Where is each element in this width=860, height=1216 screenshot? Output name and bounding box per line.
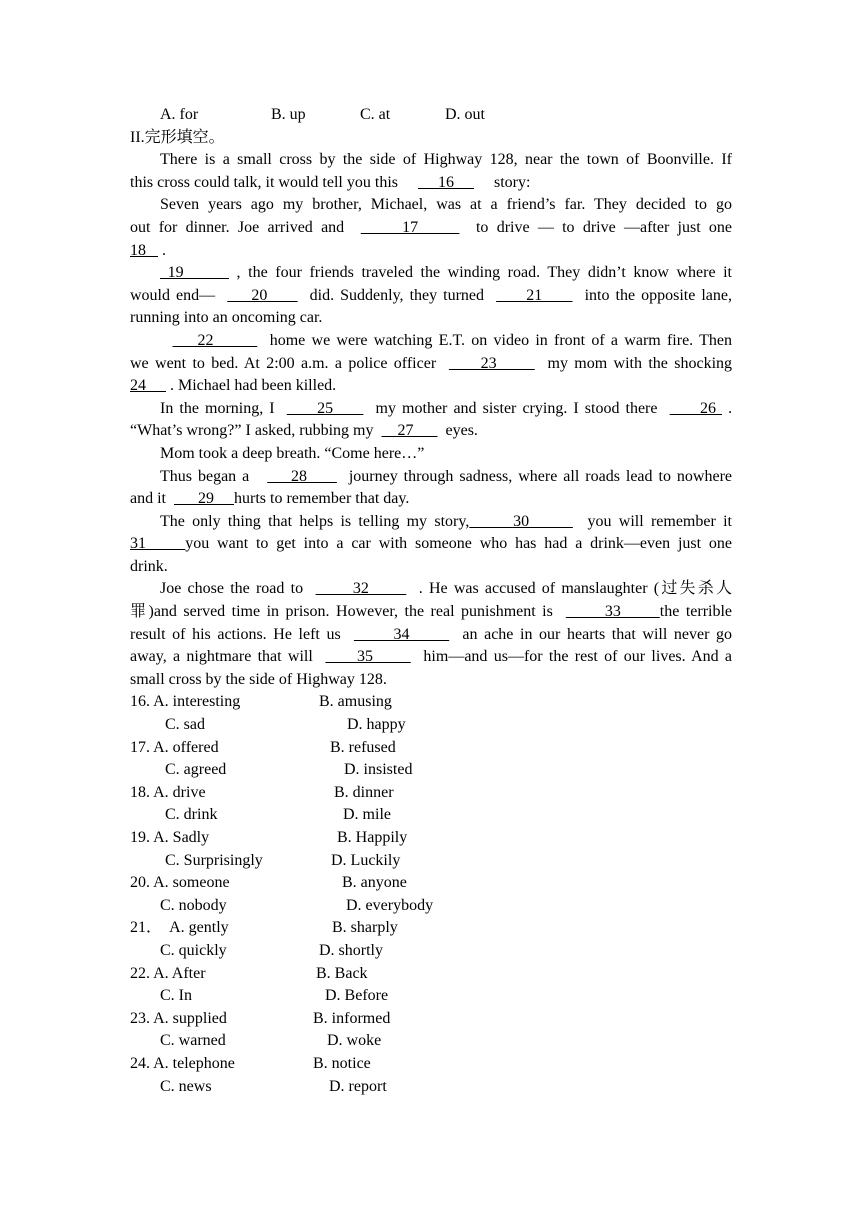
question-23 xyxy=(130,1008,732,1031)
blank-19: 19 xyxy=(160,264,229,282)
option-d: D. shortly xyxy=(319,941,383,959)
question-23-cd xyxy=(130,1030,732,1053)
blank-26: 26 xyxy=(669,399,723,417)
section-title: II.完形填空。 xyxy=(130,128,225,146)
passage-line: we went to bed. At 2:00 a.m. a police officer 23 my mom with the shocking xyxy=(130,354,733,372)
passage-line: 24 . Michael had been killed. xyxy=(130,377,337,395)
option-c: C. quickly xyxy=(160,941,227,959)
question-18-cd xyxy=(130,804,732,827)
passage-line: small cross by the side of Highway 128. xyxy=(130,670,387,688)
option-d: D. report xyxy=(329,1077,387,1095)
option-b: B. amusing xyxy=(319,693,392,711)
option-a: A. for xyxy=(160,106,199,123)
blank-21: 21 xyxy=(496,286,573,304)
option-a: 20. A. someone xyxy=(130,874,230,892)
question-19 xyxy=(130,827,732,850)
passage-line: 22 home we were watching E.T. on video in front of a warm fire. Then xyxy=(172,331,733,349)
passage-line: Thus began a 28 journey through sadness, where all roads lead to nowhere xyxy=(160,467,733,485)
option-d: D. out xyxy=(445,106,485,123)
question-24-cd xyxy=(130,1076,732,1099)
option-a: 16. A. interesting xyxy=(130,693,241,711)
passage-line: 罪)and served time in prison. However, the real punishment is 33 the terrible xyxy=(130,603,733,621)
option-a: 17. A. offered xyxy=(130,738,219,756)
blank-17: 17 xyxy=(360,218,460,236)
question-20 xyxy=(130,872,732,895)
option-b: B. informed xyxy=(313,1009,391,1027)
passage-line: Seven years ago my brother, Michael, was at a friend’s far. They decided to go xyxy=(160,196,732,214)
blank-22: 22 xyxy=(172,331,258,349)
passage-line: and it 29 hurts to remember that day. xyxy=(130,490,410,508)
question-16 xyxy=(130,691,732,714)
option-b: B. notice xyxy=(313,1054,371,1072)
top-options xyxy=(130,104,732,127)
option-b: B. sharply xyxy=(332,919,398,937)
option-c: C. warned xyxy=(160,1032,226,1050)
blank-27: 27 xyxy=(381,422,438,440)
passage-line: Joe chose the road to 32 . He was accused of manslaughter (过失杀人 xyxy=(160,580,733,598)
passage-line: drink. xyxy=(130,557,168,575)
blank-30: 30 xyxy=(469,512,573,530)
passage-line: Mom took a deep breath. “Come here…” xyxy=(160,444,425,462)
document-page xyxy=(130,104,732,1098)
question-21 xyxy=(130,917,732,940)
option-c: C. news xyxy=(160,1077,212,1095)
passage-line: away, a nightmare that will 35 him—and us—for the rest of our lives. And a xyxy=(130,648,733,666)
option-c: C. Surprisingly xyxy=(165,851,263,869)
option-d: D. happy xyxy=(347,716,406,734)
question-17-cd xyxy=(130,759,732,782)
question-24 xyxy=(130,1053,732,1076)
blank-24: 24 xyxy=(130,377,166,395)
question-18 xyxy=(130,782,732,805)
option-d: D. Before xyxy=(325,987,389,1005)
option-d: D. Luckily xyxy=(331,851,401,869)
passage-line: result of his actions. He left us 34 an ache in our hearts that will never go xyxy=(130,625,733,643)
passage-line: In the morning, I 25 my mother and sister crying. I stood there 26 . xyxy=(160,399,733,417)
question-21-cd xyxy=(130,940,732,963)
blank-23: 23 xyxy=(448,354,535,372)
passage-line: would end— 20 did. Suddenly, they turned 21 into the opposite lane, xyxy=(130,286,732,304)
passage-line: 31 you want to get into a car with someone who has had a drink—even just one xyxy=(130,535,733,553)
passage-line: The only thing that helps is telling my story, 30 you will remember it xyxy=(160,512,732,530)
option-b: B. anyone xyxy=(342,874,407,892)
passage-line: out for dinner. Joe arrived and 17 to drive — to drive —after just one xyxy=(130,218,733,236)
option-a: 19. A. Sadly xyxy=(130,829,210,846)
option-a: 22. A. After xyxy=(130,964,206,982)
question-17 xyxy=(130,737,732,760)
passage-line: “What’s wrong?” I asked, rubbing my 27 eyes. xyxy=(130,422,478,440)
blank-28: 28 xyxy=(267,467,337,485)
option-d: D. mile xyxy=(343,806,391,824)
blank-18: 18 xyxy=(130,241,158,259)
option-d: D. everybody xyxy=(346,896,434,914)
question-22 xyxy=(130,963,732,986)
blank-35: 35 xyxy=(325,648,411,666)
option-c: C. at xyxy=(360,106,391,123)
passage-line: There is a small cross by the side of Highway 128, near the town of Boonville. If xyxy=(160,151,732,169)
option-b: B. Happily xyxy=(337,829,408,846)
option-d: D. woke xyxy=(327,1032,382,1050)
option-b: B. Back xyxy=(316,964,368,982)
option-a: 24. A. telephone xyxy=(130,1054,235,1072)
blank-32: 32 xyxy=(315,580,407,598)
option-d: D. insisted xyxy=(344,761,413,779)
blank-25: 25 xyxy=(286,399,364,417)
question-list xyxy=(130,691,732,1098)
option-c: C. drink xyxy=(165,806,218,824)
question-20-cd xyxy=(130,895,732,918)
blank-16: 16 xyxy=(417,173,474,191)
option-c: C. nobody xyxy=(160,896,227,914)
passage-line: 18 . xyxy=(130,241,166,259)
passage-line: this cross could talk, it would tell you this 16 story: xyxy=(130,173,531,191)
option-c: C. In xyxy=(160,987,192,1005)
question-22-cd xyxy=(130,985,732,1008)
blank-31: 31 xyxy=(130,535,186,553)
passage-line: running into an oncoming car. xyxy=(130,309,323,327)
option-a: 18. A. drive xyxy=(130,783,206,801)
option-b: B. up xyxy=(271,106,306,123)
question-16-cd xyxy=(130,714,732,737)
option-b: B. dinner xyxy=(334,783,394,801)
passage-line: 19 , the four friends traveled the winding road. They didn’t know where it xyxy=(160,264,733,282)
blank-33: 33 xyxy=(565,603,660,621)
blank-34: 34 xyxy=(353,625,450,643)
option-a: 23. A. supplied xyxy=(130,1009,227,1027)
blank-29: 29 xyxy=(174,490,234,508)
option-a: 21． A. gently xyxy=(130,919,229,937)
option-c: C. agreed xyxy=(165,761,227,779)
question-19-cd xyxy=(130,850,732,873)
option-c: C. sad xyxy=(165,716,205,734)
option-b: B. refused xyxy=(330,738,396,756)
blank-20: 20 xyxy=(227,286,298,304)
